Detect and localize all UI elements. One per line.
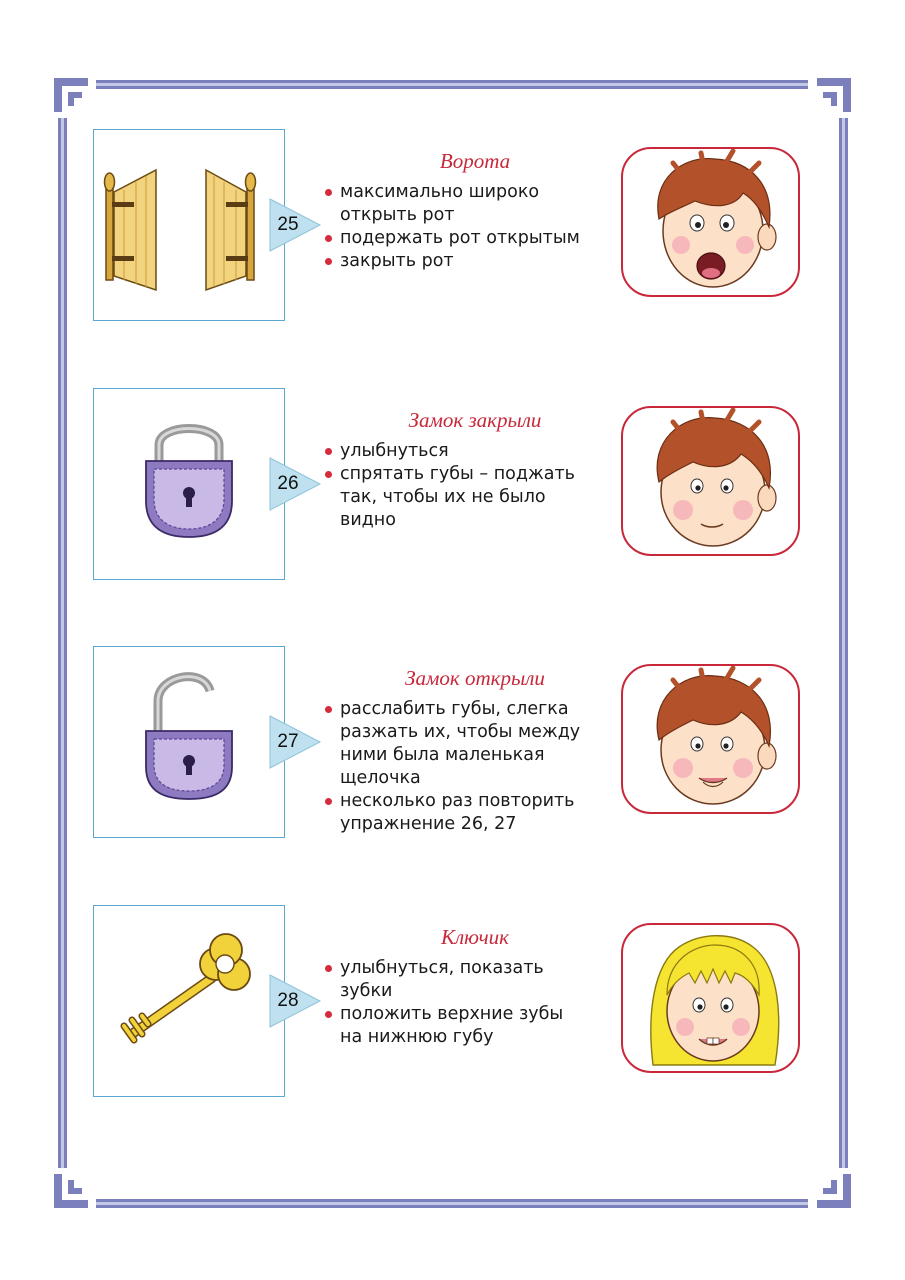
exercise-picture-box bbox=[93, 905, 285, 1097]
closed-lock-icon bbox=[94, 389, 286, 581]
face-lips-hidden-icon bbox=[623, 408, 800, 556]
frame-top-border bbox=[96, 80, 808, 89]
exercise-title: Замок открыли bbox=[405, 666, 545, 690]
exercise-picture-box bbox=[93, 129, 285, 321]
exercise-number-badge bbox=[262, 973, 324, 1029]
face-illustration-box bbox=[621, 147, 800, 297]
exercise-step: несколько раз повторить упражнение 26, 27 bbox=[323, 790, 623, 836]
exercise-picture-box bbox=[93, 388, 285, 580]
exercise-step: максимально широко открыть рот bbox=[323, 181, 623, 227]
face-open-mouth-icon bbox=[623, 149, 800, 297]
frame-bottom-border bbox=[96, 1199, 808, 1208]
exercise-row-25 bbox=[0, 129, 905, 329]
exercise-step: подержать рот открытым bbox=[323, 227, 623, 250]
exercise-step: спрятать губы – поджать так, чтобы их не было видно bbox=[323, 463, 623, 532]
exercise-row-26 bbox=[0, 388, 905, 588]
exercise-steps bbox=[323, 440, 623, 532]
face-illustration-box bbox=[621, 406, 800, 556]
exercise-number: 28 bbox=[277, 990, 299, 1011]
exercise-picture-box bbox=[93, 646, 285, 838]
gate-icon bbox=[94, 130, 286, 322]
exercise-step: положить верхние зубы на нижнюю губу bbox=[323, 1003, 623, 1049]
face-lips-slightly-open-icon bbox=[623, 666, 800, 814]
exercise-title: Ворота bbox=[439, 149, 511, 173]
exercise-step: расслабить губы, слегка разжать их, чтобы между ними была маленькая щелочка bbox=[323, 698, 623, 790]
exercise-steps bbox=[323, 957, 623, 1049]
frame-corner-bottom-left bbox=[52, 1172, 90, 1210]
open-lock-icon bbox=[94, 647, 286, 839]
exercise-step: улыбнуться bbox=[323, 440, 623, 463]
exercise-title: Замок закрыли bbox=[408, 408, 542, 432]
exercise-steps bbox=[323, 181, 623, 273]
face-girl-teeth-on-lip-icon bbox=[623, 925, 800, 1073]
exercise-number-badge bbox=[262, 714, 324, 770]
frame-corner-top-left bbox=[52, 76, 90, 114]
frame-corner-top-right bbox=[815, 76, 853, 114]
exercise-step: улыбнуться, показать зубки bbox=[323, 957, 623, 1003]
face-illustration-box bbox=[621, 664, 800, 814]
exercise-steps bbox=[323, 698, 623, 836]
exercise-number: 27 bbox=[277, 731, 299, 752]
exercise-number: 26 bbox=[277, 473, 299, 494]
exercise-title: Ключик bbox=[441, 925, 509, 949]
exercise-number: 25 bbox=[277, 214, 299, 235]
key-icon bbox=[94, 906, 286, 1098]
exercise-number-badge bbox=[262, 197, 324, 253]
exercise-row-28 bbox=[0, 905, 905, 1105]
frame-corner-bottom-right bbox=[815, 1172, 853, 1210]
exercise-row-27 bbox=[0, 646, 905, 846]
exercise-step: закрыть рот bbox=[323, 250, 623, 273]
face-illustration-box bbox=[621, 923, 800, 1073]
exercise-number-badge bbox=[262, 456, 324, 512]
